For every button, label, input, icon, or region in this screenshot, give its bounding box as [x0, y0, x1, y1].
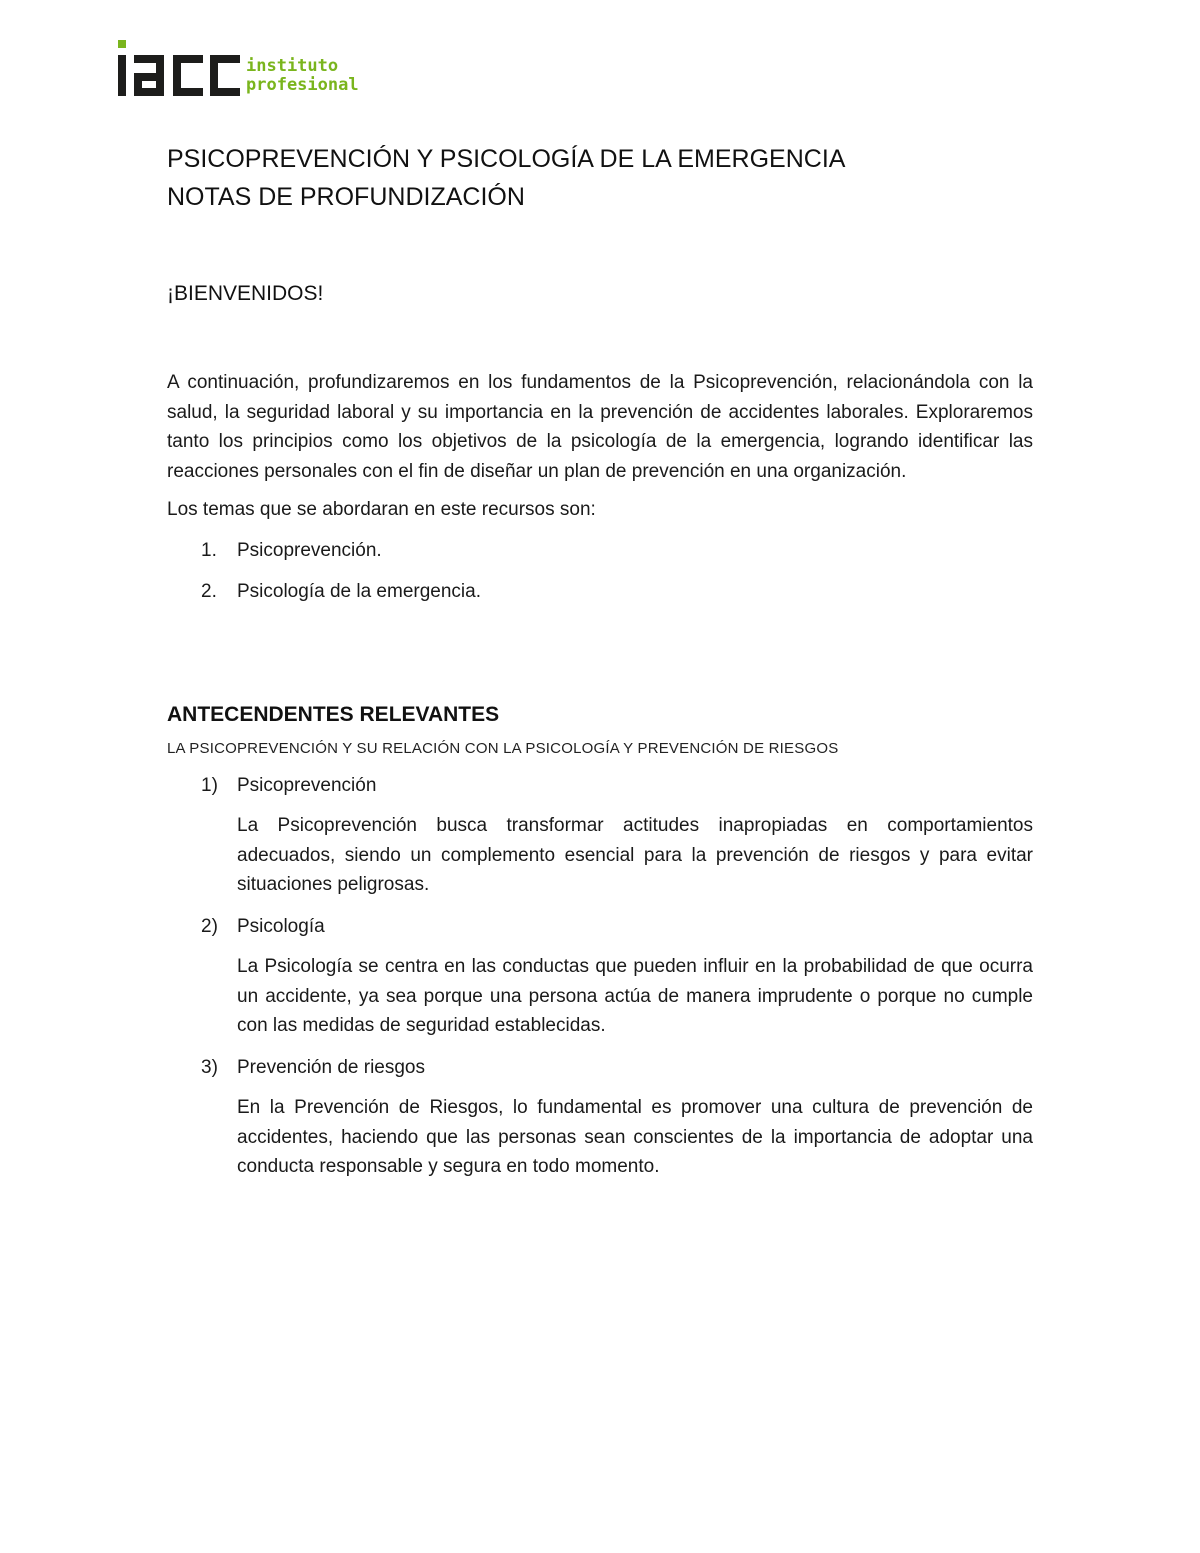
- list-item-text: Psicología de la emergencia.: [237, 581, 481, 602]
- topics-list: [167, 536, 1033, 607]
- list-item: [167, 536, 1033, 566]
- item-description: En la Prevención de Riesgos, lo fundamental es promover una cultura de prevención de accidentes, haciendo que las personas sean conscientes de la importancia de adoptar una conducta responsable y segura en todo momento.: [237, 1097, 1033, 1177]
- intro-paragraph: A continuación, profundizaremos en los fundamentos de la Psicoprevención, relacionándola con la salud, la seguridad laboral y su importancia en la prevención de accidentes laborales. Exploraremos tanto los principios como los objetivos de la psicología de la emergencia, logrando identificar las reacciones personales con el fin de diseñar un plan de prevención en una organización.: [167, 372, 1033, 482]
- item-description: La Psicología se centra en las conductas que pueden influir en la probabilidad de que ocurra un accidente, ya sea porque una persona actúa de manera imprudente o porque no cumple con las medidas de seguridad establecidas.: [237, 956, 1033, 1036]
- iacc-logo: [118, 40, 368, 100]
- item-heading: [167, 912, 1033, 942]
- iacc-logo-graphic: [118, 40, 368, 100]
- item-title: Psicoprevención: [237, 774, 377, 796]
- concepts-list: [167, 771, 1033, 1182]
- doc-title-line1: PSICOPREVENCIÓN Y PSICOLOGÍA DE LA EMERGENCIA: [167, 145, 846, 173]
- list-item: [167, 577, 1033, 607]
- list-item-number: 2.: [201, 581, 217, 602]
- list-item-text: Psicoprevención.: [237, 539, 382, 561]
- topics-intro: Los temas que se abordaran en este recursos son:: [167, 499, 596, 520]
- list-item-number: 1.: [201, 539, 217, 561]
- item-title: Prevención de riesgos: [237, 1056, 425, 1078]
- item-heading: [167, 1053, 1033, 1083]
- item-number: 1): [201, 774, 218, 796]
- doc-title: [167, 140, 1033, 216]
- list-item: [167, 912, 1033, 1041]
- section-subtitle: LA PSICOPREVENCIÓN Y SU RELACIÓN CON LA PSICOLOGÍA Y PREVENCIÓN DE RIESGOS: [167, 739, 839, 757]
- logo-line2: profesional: [246, 75, 359, 95]
- list-item: [167, 1053, 1033, 1182]
- doc-title-line2: NOTAS DE PROFUNDIZACIÓN: [167, 183, 525, 211]
- section-title: ANTECENDENTES RELEVANTES: [167, 702, 500, 726]
- logo-line1: instituto: [246, 56, 339, 76]
- welcome-heading: ¡BIENVENIDOS!: [167, 282, 324, 305]
- list-item: [167, 771, 1033, 900]
- item-heading: [167, 771, 1033, 801]
- item-number: 3): [201, 1056, 218, 1078]
- document-body: [167, 140, 1033, 1194]
- item-description: La Psicoprevención busca transformar actitudes inapropiadas en comportamientos adecuados, siendo un complemento esencial para la prevención de riesgos y para evitar situaciones peligrosas.: [237, 815, 1033, 895]
- item-title: Psicología: [237, 915, 325, 937]
- item-number: 2): [201, 915, 218, 937]
